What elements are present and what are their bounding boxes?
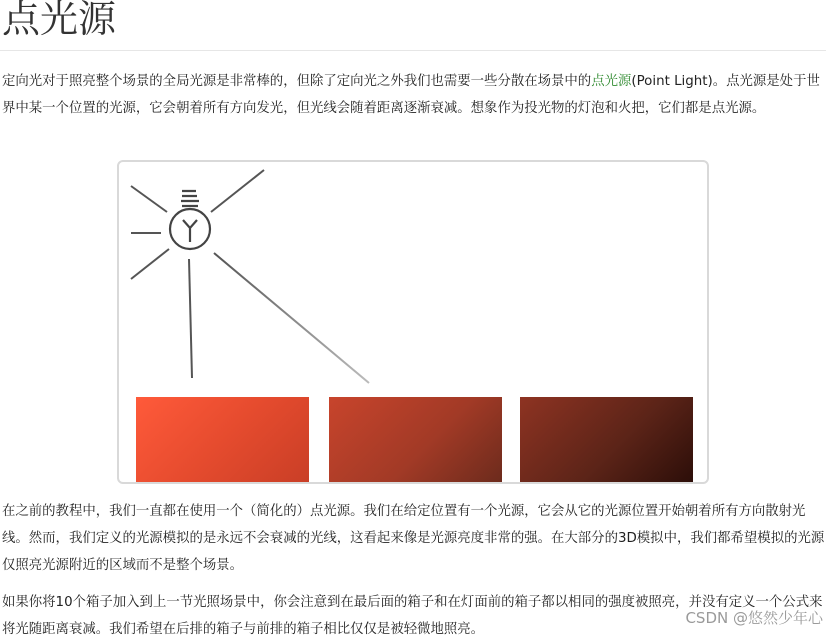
previous-tutorial-paragraph: 在之前的教程中，我们一直都在使用一个（简化的）点光源。我们在给定位置有一个光源，它会从它的光源位置开始朝着所有方向散射光线。然而，我们定义的光源模拟的是永远不会衰减的光线，这看起来像是光源亮度非常的强。在大部分的3D模拟中，我们都希望模拟的光源仅照亮光源附近的区域而不是整个场景。 (2, 504, 825, 573)
ray-upper-left (131, 186, 167, 212)
intro-text-after: (Point Light)。点光源是处于世界中某一个位置的光源，它会朝着所有方向发光，但光线会随着距离逐渐衰减。想象作为投光物的灯泡和火把，它们都是点光源。 (2, 74, 820, 116)
intro-text-before: 定向光对于照亮整个场景的全局光源是非常棒的，但除了定向光之外我们也需要一些分散在场景中的 (2, 74, 592, 89)
ray-upper-right (211, 170, 264, 212)
ray-down (189, 259, 192, 378)
container-box-front (136, 397, 309, 484)
container-box-back (520, 397, 693, 484)
attenuation-paragraph: 如果你将10个箱子加入到上一节光照场景中，你会注意到在最后面的箱子和在灯面前的箱子都以相同的强度被照亮，并没有定义一个公式来将光随距离衰减。我们希望在后排的箱子与前排的箱子相比仅仅是被轻微地照亮。 (2, 595, 823, 637)
intro-paragraph (2, 68, 828, 122)
point-light-illustration (117, 160, 709, 484)
csdn-watermark: CSDN @悠然少年心 (685, 609, 823, 627)
title-divider (0, 50, 826, 51)
container-box-middle (329, 397, 502, 484)
point-light-link[interactable]: 点光源 (591, 74, 632, 89)
ray-lower-right (214, 253, 369, 383)
page-title: 点光源 (2, 0, 117, 41)
ray-lower-left (131, 249, 169, 279)
light-bulb-icon (170, 191, 210, 249)
